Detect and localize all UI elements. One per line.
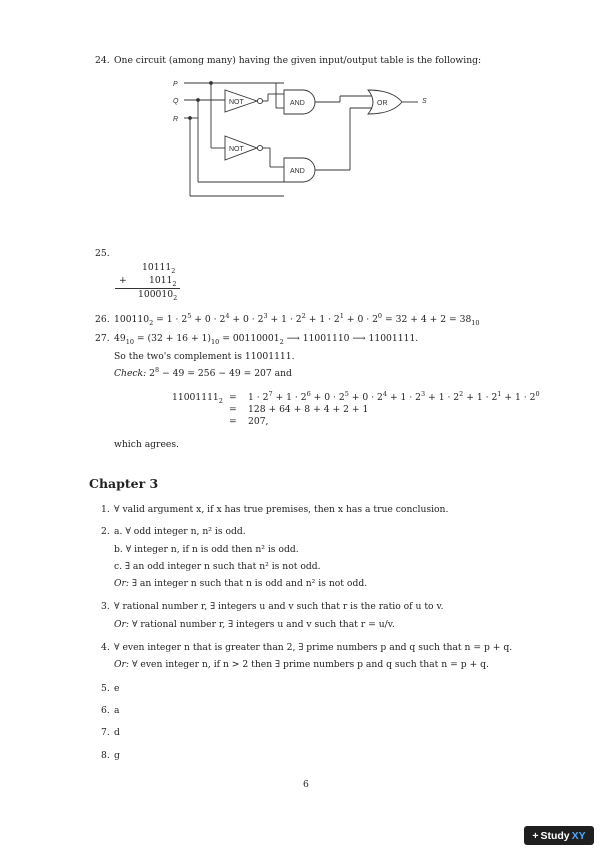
sum-result: $100010_2$ xyxy=(138,289,178,302)
item-3-text: ∀ rational number r, ∃ integers u and v such that r is the ratio of u to v. xyxy=(114,601,444,612)
item-4-text: ∀ even integer n that is greater than 2, ∃ prime numbers p and q such that n = p + q. xyxy=(114,642,513,653)
item-5-answer: e xyxy=(114,683,120,694)
plus-icon: + xyxy=(532,829,539,842)
problem-27-check: Check: $2^8 - 49 = 256 - 49 = 207$ and xyxy=(114,365,292,379)
problem-26-number: 26. xyxy=(95,314,110,325)
page-number: 6 xyxy=(303,779,309,790)
problem-27-closing: which agrees. xyxy=(114,439,179,450)
addend-2: $1011_2$ xyxy=(149,275,177,288)
junction-r xyxy=(189,117,192,120)
and-gate-1-label: AND xyxy=(290,100,305,107)
plus-sign: + xyxy=(119,275,127,286)
item-8-answer: g xyxy=(114,750,120,761)
eq-1: = xyxy=(229,392,237,403)
or-gate-label: OR xyxy=(377,100,388,107)
junction-q xyxy=(197,99,200,102)
item-7-number: 7. xyxy=(101,727,110,738)
input-p-label: P xyxy=(173,81,178,88)
brand-name: Study xyxy=(540,829,570,842)
input-q-label: Q xyxy=(173,98,179,105)
input-r-label: R xyxy=(173,116,179,123)
chapter-title: Chapter 3 xyxy=(89,476,159,491)
item-8-number: 8. xyxy=(101,750,110,761)
problem-27-number: 27. xyxy=(95,333,110,344)
problem-27-line-2: So the two's complement is 11001111. xyxy=(114,351,295,362)
eq-2: = xyxy=(229,404,237,415)
check-row-2: 128 + 64 + 8 + 4 + 2 + 1 xyxy=(248,404,369,415)
item-1-text: ∀ valid argument x, if x has true premises, then x has a true conclusion. xyxy=(114,504,449,515)
item-2-number: 2. xyxy=(101,526,110,537)
problem-27-line-1: $49_{10} = (32 + 16 + 1)_{10} = 00110001_2$ ⟶ 11001110 ⟶ 11001111. xyxy=(114,333,419,346)
item-3-number: 3. xyxy=(101,601,110,612)
not-gate-2-bubble xyxy=(257,145,262,150)
item-2-or: Or: ∃ an integer n such that n is odd and n² is not odd. xyxy=(114,578,368,589)
addend-1: $10111_2$ xyxy=(142,262,176,275)
item-3-or: Or: ∀ rational number r, ∃ integers u and v such that r = u/v. xyxy=(114,619,395,630)
item-2c: c. ∃ an odd integer n such that n² is not odd. xyxy=(114,561,321,572)
item-6-number: 6. xyxy=(101,705,110,716)
item-5-number: 5. xyxy=(101,683,110,694)
problem-24-number: 24. xyxy=(95,55,110,66)
check-row-3: 207, xyxy=(248,416,269,427)
check-lhs: $11001111_2$ xyxy=(172,392,223,405)
studyxy-badge[interactable] xyxy=(524,826,594,845)
problem-24-text: One circuit (among many) having the given input/output table is the following: xyxy=(114,55,482,66)
item-2b: b. ∀ integer n, if n is odd then n² is odd. xyxy=(114,544,299,555)
item-4-number: 4. xyxy=(101,642,110,653)
not-gate-1-label: NOT xyxy=(229,99,244,106)
item-7-answer: d xyxy=(114,727,120,738)
brand-suffix: XY xyxy=(571,829,586,842)
not-gate-2-label: NOT xyxy=(229,146,244,153)
logic-circuit-diagram xyxy=(0,70,612,270)
eq-3: = xyxy=(229,416,237,427)
junction-p xyxy=(210,82,213,85)
problem-25-number: 25. xyxy=(95,248,110,259)
not-gate-1-bubble xyxy=(257,98,262,103)
item-4-or: Or: ∀ even integer n, if n > 2 then ∃ prime numbers p and q such that n = p + q. xyxy=(114,659,489,670)
output-s-label: S xyxy=(422,98,427,105)
item-1-number: 1. xyxy=(101,504,110,515)
check-row-1: $1 \cdot 2^7 + 1 \cdot 2^6 + 0 \cdot 2^5 + 0 \cdot 2^4 + 1 \cdot 2^3 + 1 \cdot 2^2 + 1 \cdot 2^1 + 1 \cdot 2^0$ xyxy=(248,389,540,403)
item-2a: a. ∀ odd integer n, n² is odd. xyxy=(114,526,246,537)
item-6-answer: a xyxy=(114,705,120,716)
and-gate-2-label: AND xyxy=(290,168,305,175)
problem-26-equation: $100110_2 = 1 \cdot 2^5 + 0 \cdot 2^4 + 0 \cdot 2^3 + 1 \cdot 2^2 + 1 \cdot 2^1 + 0 \cdot 2^0 = 32 + 4 + 2 = 38_{10}$ xyxy=(114,311,480,327)
